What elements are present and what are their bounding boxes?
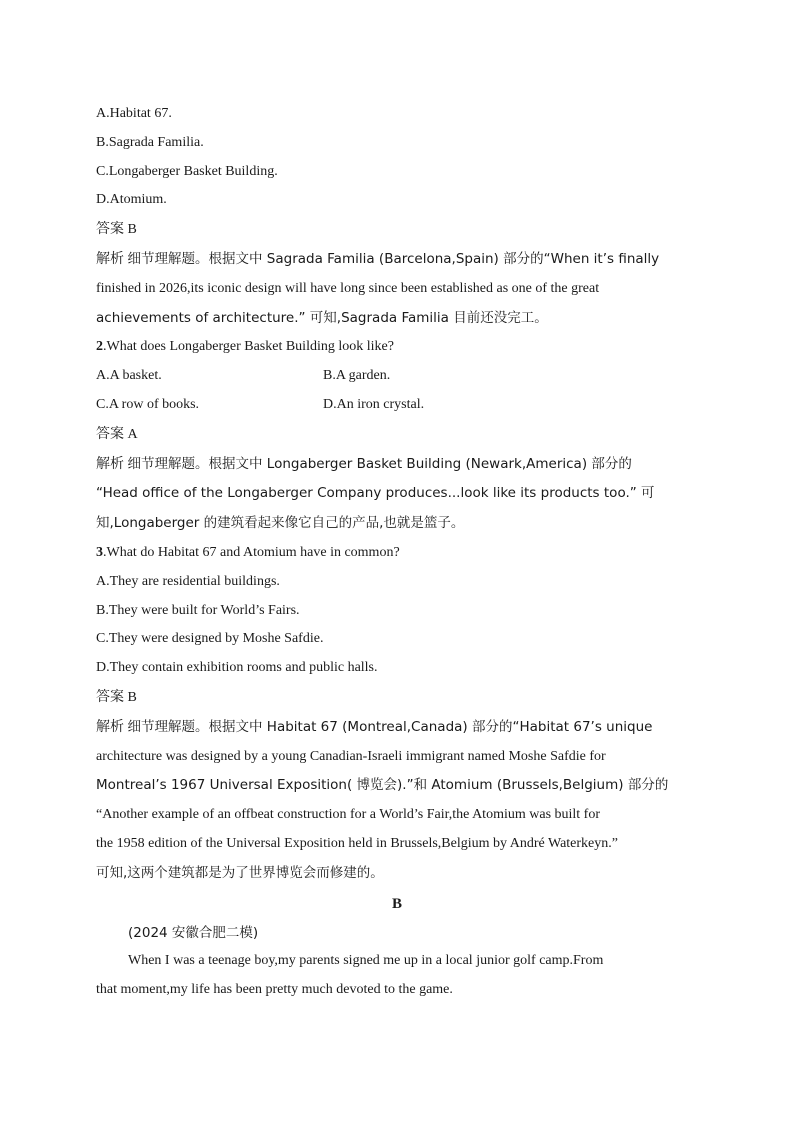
passage-line: that moment,my life has been pretty much devoted to the game. [96,982,453,998]
q3-option-c: C.They were designed by Moshe Safdie. [96,631,324,647]
q1-options [96,100,698,215]
q3-explanation [96,713,698,889]
explanation-line: the 1958 edition of the Universal Exposition held in Brussels,Belgium by André Waterkeyn.” [96,835,618,851]
q3-option-d: D.They contain exhibition rooms and public halls. [96,660,378,676]
section-title: B [391,895,402,912]
q2-option-c: C.A row of books. [96,396,200,412]
q1-answer [96,215,698,245]
passage-line: When I was a teenage boy,my parents signed me up in a local junior golf camp.From [128,953,604,969]
q3-stem [96,539,698,568]
explanation-line: 知,Longaberger 的建筑看起来像它自己的产品,也就是篮子。 [96,515,465,532]
q2-stem [96,333,698,362]
question-number: 3 [96,544,103,560]
q1-option-d: D.Atomium. [96,192,167,208]
explanation-line: architecture was designed by a young Canadian-Israeli immigrant named Moshe Safdie for [96,748,606,764]
q2-option-b: B.A garden. [323,368,391,384]
answer-label: 答案 [96,688,124,705]
q1-option-b: B.Sagrada Familia. [96,134,204,150]
q1-option-c: C.Longaberger Basket Building. [96,163,278,179]
explanation-line: finished in 2026,its iconic design will have long since been established as one of the great [96,280,600,296]
q2-options-row-2 [96,391,698,420]
answer-label: 答案 [96,425,124,442]
explanation-line: Montreal’s 1967 Universal Exposition( 博览会).”和 Atomium (Brussels,Belgium) 部分的 [96,777,669,794]
q3-answer [96,683,698,713]
q2-options-row-1 [96,362,698,391]
q2-option-a: A.A basket. [96,368,162,384]
q1-explanation [96,245,698,333]
passage-body [96,947,698,1005]
q2-explanation [96,450,698,539]
explanation-label: 解析 [96,718,124,735]
explanation-line: 细节理解题。根据文中 Longaberger Basket Building (Newark,America) 部分的 [127,455,632,472]
q3-options [96,568,698,683]
explanation-line: “Another example of an offbeat construction for a World’s Fair,the Atomium was built for [96,807,601,823]
answer-value: B [127,222,137,238]
explanation-line: achievements of architecture.” 可知,Sagrada Familia 目前还没完工。 [96,309,548,326]
answer-value: A [127,426,138,442]
explanation-line: 细节理解题。根据文中 Habitat 67 (Montreal,Canada) 部分的“Habitat 67’s unique [127,718,653,735]
explanation-line: 细节理解题。根据文中 Sagrada Familia (Barcelona,Spain) 部分的“When it’s finally [127,250,660,267]
explanation-line: “Head office of the Longaberger Company produces...look like its products too.” 可 [96,485,655,502]
question-text: .What does Longaberger Basket Building look like? [103,339,394,355]
question-number: 2 [96,339,103,355]
q2-answer [96,420,698,450]
document-page [96,100,698,1005]
q3-option-a: A.They are residential buildings. [96,573,280,589]
answer-value: B [127,689,137,705]
question-text: .What do Habitat 67 and Atomium have in common? [103,544,400,560]
explanation-label: 解析 [96,250,124,267]
passage-source: (2024 安徽合肥二模) [128,924,259,941]
answer-label: 答案 [96,221,124,238]
explanation-line: 可知,这两个建筑都是为了世界博览会而修建的。 [96,864,384,881]
explanation-label: 解析 [96,455,124,472]
q3-option-b: B.They were built for World’s Fairs. [96,602,300,618]
q1-option-a: A.Habitat 67. [96,106,172,121]
q2-option-d: D.An iron crystal. [323,396,425,412]
